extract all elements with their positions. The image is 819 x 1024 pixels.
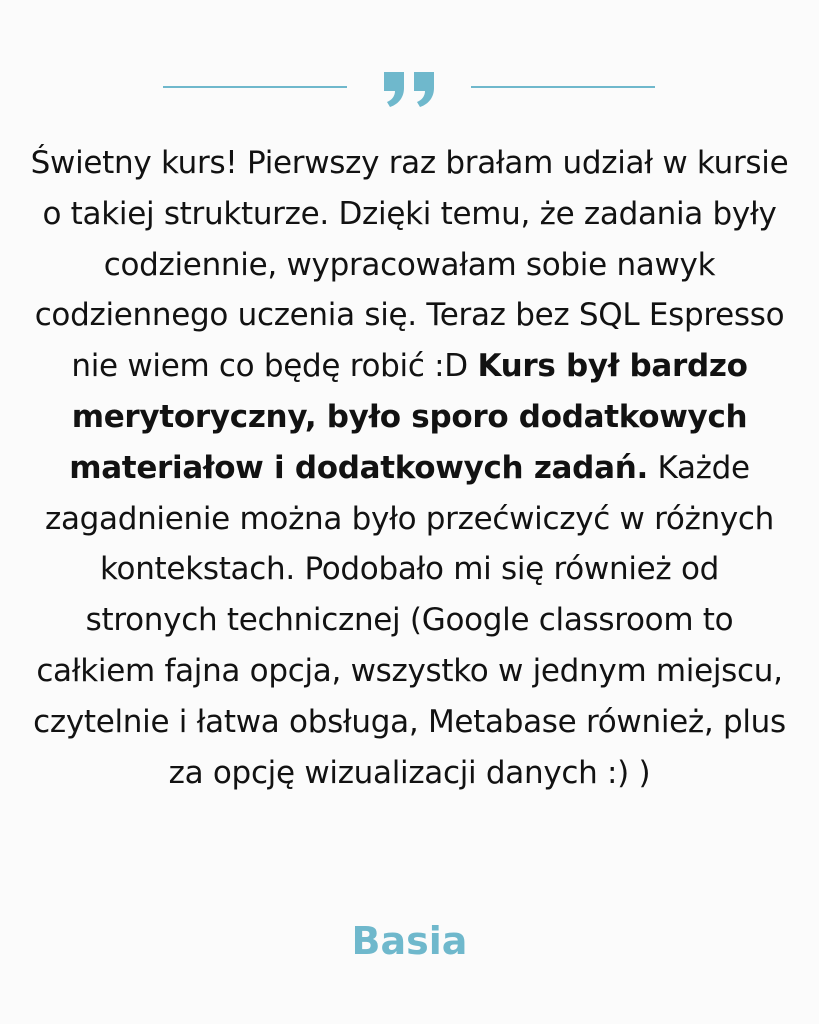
quote-header	[0, 66, 819, 110]
testimonial-highlight: Kurs był bardzo merytoryczny, było sporo dodatkowych materiałow i dodatkowych zadań.	[69, 348, 748, 486]
quote-icon	[380, 70, 440, 108]
divider-left	[163, 86, 347, 88]
testimonial-intro: Świetny kurs! Pierwszy raz brałam udział w kursie o takiej strukturze. Dzięki temu, że zadania były codziennie, wypracowałam sobie nawyk codziennego uczenia się. Teraz bez SQL Espresso nie wiem co będę robić :D	[30, 145, 789, 385]
testimonial-outro: Każde zagadnienie można było przećwiczyć w różnych kontekstach. Podobało mi się również od stronych technicznej (Google classroom to całkiem fajna opcja, wszystko w jednym miejscu, czytelnie i łatwa obsługa, Metabase również, plus za opcję wizualizacji danych :) )	[33, 449, 786, 791]
author-name: Basia	[351, 919, 468, 963]
testimonial-text	[30, 138, 789, 798]
divider-right	[471, 86, 655, 88]
